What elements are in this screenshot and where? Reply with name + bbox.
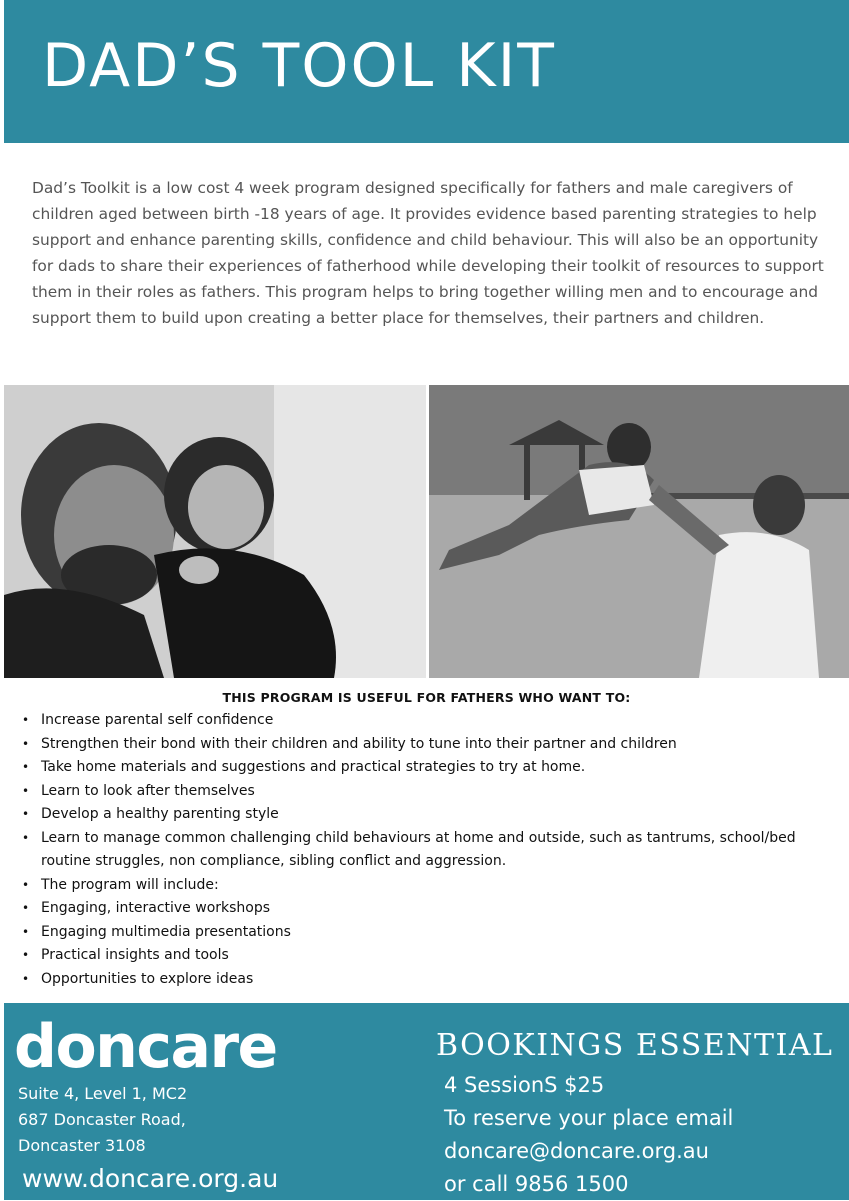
list-item: • Practical insights and tools bbox=[41, 944, 849, 968]
header-banner bbox=[4, 0, 849, 143]
list-item: • Develop a healthy parenting style bbox=[41, 803, 849, 827]
father-hugging-child-photo bbox=[4, 385, 426, 678]
reserve-text: To reserve your place email bbox=[444, 1106, 734, 1130]
intro-paragraph: Dad’s Toolkit is a low cost 4 week program designed specifically for fathers and male caregivers of children aged between birth -18 years of age. It provides evidence based parenting strategies to help support and enhance parenting skills, confidence and child behaviour. This will also be an opportunity for dads to share their experiences of fatherhood while developing their toolkit of resources to support them in their roles as fathers. This program helps to bring together willing men and to encourage and support them to build upon creating a better place for themselves, their partners and children. bbox=[32, 179, 824, 328]
program-benefits-list bbox=[4, 709, 849, 991]
website-link[interactable]: www.doncare.org.au bbox=[22, 1164, 279, 1193]
address-line: Suite 4, Level 1, MC2 bbox=[18, 1084, 188, 1103]
list-item: • The program will include: bbox=[41, 874, 849, 898]
photo-strip bbox=[4, 385, 849, 678]
list-item: • Take home materials and suggestions and practical strategies to try at home. bbox=[41, 756, 849, 780]
address-block bbox=[18, 1081, 187, 1159]
footer-banner bbox=[4, 1003, 849, 1200]
program-benefits-heading: THIS PROGRAM IS USEFUL FOR FATHERS WHO WANT TO: bbox=[222, 690, 631, 705]
bookings-details bbox=[444, 1069, 733, 1201]
father-lifting-child-photo bbox=[429, 385, 849, 678]
list-item: • Increase parental self confidence bbox=[41, 709, 849, 733]
sessions-price: 4 SessionS $25 bbox=[444, 1073, 605, 1097]
list-item: • Opportunities to explore ideas bbox=[41, 968, 849, 992]
address-line: Doncaster 3108 bbox=[18, 1136, 146, 1155]
list-item: • Engaging multimedia presentations bbox=[41, 921, 849, 945]
father-lifting-child-illustration bbox=[429, 385, 849, 678]
program-benefits-section bbox=[4, 690, 849, 991]
list-item: • Learn to look after themselves bbox=[41, 780, 849, 804]
list-item: • Strengthen their bond with their children and ability to tune into their partner and children bbox=[41, 733, 849, 757]
father-hugging-child-illustration bbox=[4, 385, 426, 678]
list-item: • Engaging, interactive workshops bbox=[41, 897, 849, 921]
phone-text: or call 9856 1500 bbox=[444, 1172, 629, 1196]
email-link[interactable]: doncare@doncare.org.au bbox=[444, 1139, 709, 1163]
address-line: 687 Doncaster Road, bbox=[18, 1110, 186, 1129]
list-item: • Learn to manage common challenging child behaviours at home and outside, such as tantrums, school/bed routine struggles, non compliance, sibling conflict and aggression. bbox=[41, 827, 849, 874]
bookings-title: BOOKINGS ESSENTIAL bbox=[436, 1028, 834, 1063]
doncare-logo: doncare bbox=[14, 1012, 277, 1082]
page-title: DAD’S TOOL KIT bbox=[42, 31, 556, 101]
